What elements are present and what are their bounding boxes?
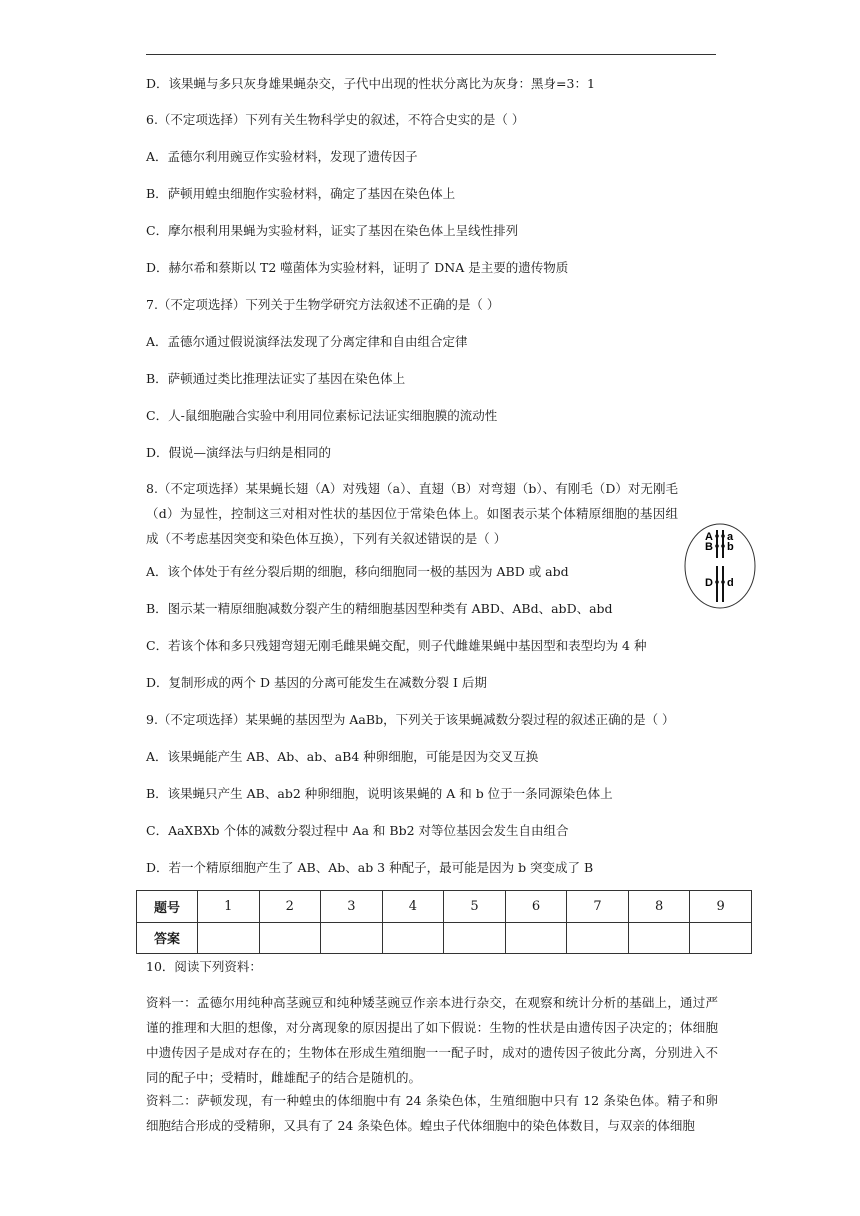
answer-cell[interactable] bbox=[505, 922, 567, 954]
answer-cell[interactable] bbox=[321, 922, 383, 954]
gene-locus-D bbox=[715, 580, 719, 584]
answer-cell[interactable] bbox=[567, 922, 629, 954]
gene-locus-d bbox=[721, 580, 725, 584]
question-number-cell: 6 bbox=[505, 891, 567, 923]
label-a: a bbox=[727, 531, 734, 543]
q8-stem: 8.（不定项选择）某果蝇长翅（A）对残翅（a）、直翅（B）对弯翅（b）、有刚毛（D）对无刚毛（d）为显性，控制这三对相对性状的基因位于常染色体上。如图表示某个体精原细胞的基因组成（不考虑基因突变和染色体互换），下列有关叙述错误的是（ ） bbox=[146, 481, 678, 546]
q9-option-b: B．该果蝇只产生 AB、ab2 种卵细胞，说明该果蝇的 A 和 b 位于一条同源染色体上 bbox=[146, 786, 613, 801]
label-d: d bbox=[727, 577, 734, 589]
question-number-cell: 8 bbox=[628, 891, 690, 923]
q8-option-d: D．复制形成的两个 D 基因的分离可能发生在减数分裂 I 后期 bbox=[146, 675, 487, 690]
q5-option-d: D．该果蝇与多只灰身雄果蝇杂交，子代中出现的性状分离比为灰身：黑身=3：1 bbox=[146, 76, 595, 91]
question-number-cell: 3 bbox=[321, 891, 383, 923]
q9-option-a: A．该果蝇能产生 AB、Ab、ab、aB4 种卵细胞，可能是因为交叉互换 bbox=[146, 749, 539, 764]
q10-material-2: 资料二：萨顿发现，有一种蝗虫的体细胞中有 24 条染色体，生殖细胞中只有 12 条染色体。精子和卵细胞结合形成的受精卵，又具有了 24 条染色体。蝗虫子代体细胞中的染色体数目，与双亲的体细胞 bbox=[146, 1093, 718, 1133]
gene-locus-A bbox=[715, 534, 719, 538]
question-number-cell: 1 bbox=[198, 891, 260, 923]
question-number-cell: 7 bbox=[567, 891, 629, 923]
q9-option-d: D．若一个精原细胞产生了 AB、Ab、ab 3 种配子，最可能是因为 b 突变成了 B bbox=[146, 860, 594, 875]
spermatogonium-gene-diagram bbox=[683, 522, 757, 610]
question-number-cell: 5 bbox=[444, 891, 506, 923]
q7-option-b: B．萨顿通过类比推理法证实了基因在染色体上 bbox=[146, 371, 406, 386]
q6-option-b: B．萨顿用蝗虫细胞作实验材料，确定了基因在染色体上 bbox=[146, 186, 456, 201]
answer-header: 答案 bbox=[137, 922, 198, 954]
answer-cell[interactable] bbox=[444, 922, 506, 954]
label-A: A bbox=[705, 531, 713, 543]
gene-locus-a bbox=[721, 534, 725, 538]
q7-stem: 7.（不定项选择）下列关于生物学研究方法叙述不正确的是（ ） bbox=[146, 297, 500, 312]
answer-cell[interactable] bbox=[259, 922, 321, 954]
q10-stem: 10．阅读下列资料： bbox=[146, 959, 262, 974]
label-B: B bbox=[705, 541, 713, 553]
answer-cell[interactable] bbox=[690, 922, 752, 954]
q8-option-a: A．该个体处于有丝分裂后期的细胞，移向细胞同一极的基因为 ABD 或 abd bbox=[146, 564, 569, 579]
question-number-cell: 4 bbox=[382, 891, 444, 923]
header-rule bbox=[146, 54, 716, 55]
label-b: b bbox=[727, 541, 734, 553]
cell-outline bbox=[685, 524, 755, 608]
q6-stem: 6.（不定项选择）下列有关生物科学史的叙述，不符合史实的是（ ） bbox=[146, 112, 525, 127]
q6-option-d: D．赫尔希和蔡斯以 T2 噬菌体为实验材料，证明了 DNA 是主要的遗传物质 bbox=[146, 260, 569, 275]
question-number-header: 题号 bbox=[137, 891, 198, 923]
q6-option-c: C．摩尔根利用果蝇为实验材料，证实了基因在染色体上呈线性排列 bbox=[146, 223, 519, 238]
q9-stem: 9.（不定项选择）某果蝇的基因型为 AaBb，下列关于该果蝇减数分裂过程的叙述正确的是（ ） bbox=[146, 712, 675, 727]
question-number-cell: 9 bbox=[690, 891, 752, 923]
answer-cell[interactable] bbox=[628, 922, 690, 954]
gene-locus-b bbox=[721, 544, 725, 548]
answer-table-answer-row bbox=[137, 922, 752, 954]
answer-cell[interactable] bbox=[382, 922, 444, 954]
answer-table-number-row bbox=[137, 891, 752, 923]
answer-table bbox=[136, 890, 752, 954]
q9-option-c: C．AaXBXb 个体的减数分裂过程中 Aa 和 Bb2 对等位基因会发生自由组合 bbox=[146, 823, 569, 838]
label-D: D bbox=[705, 577, 713, 589]
q8-option-b: B．图示某一精原细胞减数分裂产生的精细胞基因型种类有 ABD、ABd、abD、abd bbox=[146, 601, 613, 616]
gene-locus-B bbox=[715, 544, 719, 548]
question-number-cell: 2 bbox=[259, 891, 321, 923]
q8-option-c: C．若该个体和多只残翅弯翅无刚毛雌果蝇交配，则子代雌雄果蝇中基因型和表型均为 4 种 bbox=[146, 638, 647, 653]
q6-option-a: A．孟德尔利用豌豆作实验材料，发现了遗传因子 bbox=[146, 149, 418, 164]
q10-material-1: 资料一：孟德尔用纯种高茎豌豆和纯种矮茎豌豆作亲本进行杂交，在观察和统计分析的基础上，通过严谨的推理和大胆的想像，对分离现象的原因提出了如下假说：生物的性状是由遗传因子决定的；体细胞中遗传因子是成对存在的；生物体在形成生殖细胞一一配子时，成对的遗传因子彼此分离，分别进入不同的配子中；受精时，雌雄配子的结合是随机的。 bbox=[146, 995, 718, 1085]
answer-cell[interactable] bbox=[198, 922, 260, 954]
q7-option-c: C．人-鼠细胞融合实验中利用同位素标记法证实细胞膜的流动性 bbox=[146, 408, 498, 423]
q7-option-d: D．假说—演绎法与归纳是相同的 bbox=[146, 445, 332, 460]
q7-option-a: A．孟德尔通过假说演绎法发现了分离定律和自由组合定律 bbox=[146, 334, 468, 349]
